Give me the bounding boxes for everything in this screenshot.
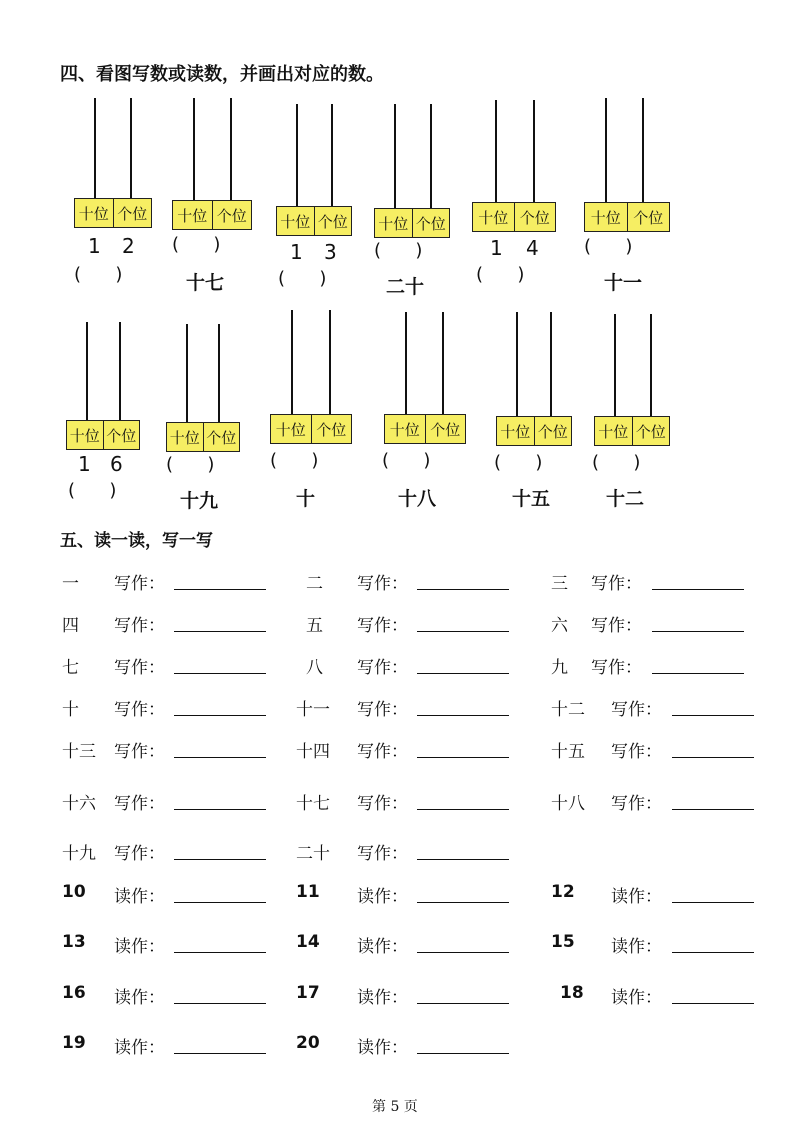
tens-digit: 1 xyxy=(88,234,101,258)
number-word: 十 xyxy=(296,488,316,510)
place-value-box xyxy=(496,416,572,446)
ones-rod xyxy=(119,322,121,422)
tens-label: 十位 xyxy=(500,422,531,441)
write-label: 写作： xyxy=(591,574,642,594)
read-label: 读作： xyxy=(611,887,662,907)
answer-blank[interactable]: ( ) xyxy=(172,234,221,255)
answer-line[interactable] xyxy=(417,809,509,810)
answer-blank[interactable]: ( ) xyxy=(476,264,525,285)
tens-rod xyxy=(296,104,298,208)
chinese-numeral: 四 xyxy=(62,616,79,636)
place-value-box xyxy=(594,416,670,446)
answer-blank[interactable]: ( ) xyxy=(494,452,543,473)
number-word: 十九 xyxy=(180,490,219,512)
chinese-numeral: 十一 xyxy=(296,700,330,720)
answer-line[interactable] xyxy=(672,757,754,758)
ones-rod xyxy=(218,324,220,424)
ones-label: 个位 xyxy=(425,415,466,443)
ones-label: 个位 xyxy=(632,417,670,445)
answer-blank[interactable]: ( ) xyxy=(74,264,123,285)
read-label: 读作： xyxy=(357,937,408,957)
arabic-numeral: 19 xyxy=(62,1033,86,1053)
chinese-numeral: 十二 xyxy=(551,700,585,720)
read-label: 读作： xyxy=(357,887,408,907)
answer-blank[interactable]: ( ) xyxy=(278,268,327,289)
answer-line[interactable] xyxy=(672,809,754,810)
ones-digit: 2 xyxy=(122,234,135,258)
tens-label: 十位 xyxy=(280,212,311,231)
tens-label: 十位 xyxy=(69,426,100,445)
answer-blank[interactable]: ( ) xyxy=(270,450,319,471)
write-label: 写作： xyxy=(114,742,165,762)
answer-line[interactable] xyxy=(174,589,266,590)
tens-rod xyxy=(291,310,293,416)
tens-rod xyxy=(94,98,96,200)
answer-line[interactable] xyxy=(672,1003,754,1004)
write-label: 写作： xyxy=(357,794,408,814)
arabic-numeral: 10 xyxy=(62,882,86,902)
answer-line[interactable] xyxy=(672,902,754,903)
tens-label: 十位 xyxy=(169,428,200,447)
answer-line[interactable] xyxy=(417,1053,509,1054)
answer-blank[interactable]: ( ) xyxy=(592,452,641,473)
ones-label: 个位 xyxy=(103,421,140,449)
answer-line[interactable] xyxy=(417,631,509,632)
read-label: 读作： xyxy=(114,988,165,1008)
tens-label: 十位 xyxy=(590,208,621,227)
arabic-numeral: 14 xyxy=(296,932,320,952)
ones-rod xyxy=(230,98,232,202)
write-label: 写作： xyxy=(114,794,165,814)
answer-blank[interactable]: ( ) xyxy=(166,454,215,475)
answer-line[interactable] xyxy=(174,859,266,860)
chinese-numeral: 十六 xyxy=(62,794,96,814)
page-number: 第 5 页 xyxy=(372,1099,418,1115)
number-word: 十二 xyxy=(606,488,645,510)
arabic-numeral: 11 xyxy=(296,882,320,902)
ones-digit: 3 xyxy=(324,240,337,264)
write-label: 写作： xyxy=(357,844,408,864)
answer-line[interactable] xyxy=(174,1003,266,1004)
tens-rod xyxy=(186,324,188,424)
ones-label: 个位 xyxy=(203,423,240,451)
number-word: 十八 xyxy=(398,488,437,510)
chinese-numeral: 八 xyxy=(306,658,323,678)
read-label: 读作： xyxy=(357,988,408,1008)
write-label: 写作： xyxy=(114,700,165,720)
place-value-box xyxy=(166,422,240,452)
tens-rod xyxy=(405,312,407,416)
chinese-numeral: 三 xyxy=(551,574,568,594)
chinese-numeral: 六 xyxy=(551,616,568,636)
answer-line[interactable] xyxy=(652,631,744,632)
place-value-box xyxy=(374,208,450,238)
ones-rod xyxy=(130,98,132,200)
tens-rod xyxy=(193,98,195,202)
ones-rod xyxy=(442,312,444,416)
tens-label: 十位 xyxy=(177,206,208,225)
chinese-numeral: 十七 xyxy=(296,794,330,814)
write-label: 写作： xyxy=(357,700,408,720)
section4-heading: 四、看图写数或读数，并画出对应的数。 xyxy=(60,64,384,85)
ones-rod xyxy=(331,104,333,208)
answer-line[interactable] xyxy=(417,952,509,953)
answer-line[interactable] xyxy=(652,589,744,590)
tens-rod xyxy=(495,100,497,204)
number-word: 十一 xyxy=(604,272,643,294)
tens-label: 十位 xyxy=(275,420,306,439)
write-label: 写作： xyxy=(357,658,408,678)
ones-label: 个位 xyxy=(113,199,152,227)
ones-rod xyxy=(533,100,535,204)
answer-blank[interactable]: ( ) xyxy=(68,480,117,501)
chinese-numeral: 十 xyxy=(62,700,79,720)
tens-rod xyxy=(614,314,616,418)
write-label: 写作： xyxy=(611,742,662,762)
arabic-numeral: 12 xyxy=(551,882,575,902)
answer-line[interactable] xyxy=(672,715,754,716)
ones-rod xyxy=(550,312,552,418)
tens-digit: 1 xyxy=(78,452,91,476)
ones-rod xyxy=(650,314,652,418)
number-word: 二十 xyxy=(386,276,425,298)
ones-label: 个位 xyxy=(314,207,352,235)
tens-digit: 1 xyxy=(490,236,503,260)
chinese-numeral: 七 xyxy=(62,658,79,678)
chinese-numeral: 五 xyxy=(306,616,323,636)
chinese-numeral: 二 xyxy=(306,574,323,594)
chinese-numeral: 九 xyxy=(551,658,568,678)
answer-line[interactable] xyxy=(174,809,266,810)
write-label: 写作： xyxy=(591,658,642,678)
write-label: 写作： xyxy=(591,616,642,636)
answer-line[interactable] xyxy=(417,589,509,590)
ones-label: 个位 xyxy=(514,203,556,231)
tens-rod xyxy=(86,322,88,422)
answer-line[interactable] xyxy=(417,859,509,860)
chinese-numeral: 十四 xyxy=(296,742,330,762)
ones-label: 个位 xyxy=(534,417,572,445)
place-value-box xyxy=(472,202,556,232)
place-value-box xyxy=(172,200,252,230)
tens-label: 十位 xyxy=(598,422,629,441)
answer-line[interactable] xyxy=(174,673,266,674)
arabic-numeral: 13 xyxy=(62,932,86,952)
write-label: 写作： xyxy=(357,742,408,762)
ones-rod xyxy=(329,310,331,416)
ones-label: 个位 xyxy=(412,209,450,237)
write-label: 写作： xyxy=(114,658,165,678)
ones-rod xyxy=(430,104,432,210)
answer-line[interactable] xyxy=(417,673,509,674)
arabic-numeral: 17 xyxy=(296,983,320,1003)
place-value-box xyxy=(66,420,140,450)
write-label: 写作： xyxy=(611,794,662,814)
write-label: 写作： xyxy=(357,616,408,636)
answer-blank[interactable]: ( ) xyxy=(374,240,423,261)
arabic-numeral: 20 xyxy=(296,1033,320,1053)
tens-rod xyxy=(516,312,518,418)
arabic-numeral: 16 xyxy=(62,983,86,1003)
answer-line[interactable] xyxy=(652,673,744,674)
arabic-numeral: 15 xyxy=(551,932,575,952)
number-word: 十五 xyxy=(512,488,551,510)
chinese-numeral: 二十 xyxy=(296,844,330,864)
answer-line[interactable] xyxy=(417,715,509,716)
place-value-box xyxy=(270,414,352,444)
write-label: 写作： xyxy=(114,574,165,594)
write-label: 写作： xyxy=(611,700,662,720)
answer-line[interactable] xyxy=(417,757,509,758)
tens-digit: 1 xyxy=(290,240,303,264)
answer-blank[interactable]: ( ) xyxy=(382,450,431,471)
place-value-box xyxy=(584,202,670,232)
answer-blank[interactable]: ( ) xyxy=(584,236,633,257)
ones-rod xyxy=(642,98,644,204)
tens-label: 十位 xyxy=(478,208,509,227)
place-value-box xyxy=(384,414,466,444)
tens-label: 十位 xyxy=(389,420,420,439)
answer-line[interactable] xyxy=(174,1053,266,1054)
read-label: 读作： xyxy=(611,988,662,1008)
tens-label: 十位 xyxy=(78,204,109,223)
chinese-numeral: 十五 xyxy=(551,742,585,762)
answer-line[interactable] xyxy=(174,631,266,632)
ones-digit: 4 xyxy=(526,236,539,260)
read-label: 读作： xyxy=(114,887,165,907)
read-label: 读作： xyxy=(357,1038,408,1058)
arabic-numeral: 18 xyxy=(560,983,584,1003)
write-label: 写作： xyxy=(114,616,165,636)
section5-heading: 五、读一读，写一写 xyxy=(60,531,213,551)
chinese-numeral: 一 xyxy=(62,574,79,594)
answer-line[interactable] xyxy=(174,715,266,716)
answer-line[interactable] xyxy=(174,952,266,953)
read-label: 读作： xyxy=(611,937,662,957)
tens-rod xyxy=(394,104,396,210)
ones-label: 个位 xyxy=(212,201,252,229)
place-value-box xyxy=(74,198,152,228)
number-word: 十七 xyxy=(186,272,225,294)
chinese-numeral: 十八 xyxy=(551,794,585,814)
chinese-numeral: 十九 xyxy=(62,844,96,864)
answer-line[interactable] xyxy=(417,1003,509,1004)
ones-label: 个位 xyxy=(627,203,670,231)
ones-label: 个位 xyxy=(311,415,352,443)
read-label: 读作： xyxy=(114,1038,165,1058)
answer-line[interactable] xyxy=(672,952,754,953)
place-value-box xyxy=(276,206,352,236)
answer-line[interactable] xyxy=(174,902,266,903)
write-label: 写作： xyxy=(357,574,408,594)
tens-rod xyxy=(605,98,607,204)
write-label: 写作： xyxy=(114,844,165,864)
tens-label: 十位 xyxy=(378,214,409,233)
answer-line[interactable] xyxy=(417,902,509,903)
chinese-numeral: 十三 xyxy=(62,742,96,762)
ones-digit: 6 xyxy=(110,452,123,476)
answer-line[interactable] xyxy=(174,757,266,758)
read-label: 读作： xyxy=(114,937,165,957)
